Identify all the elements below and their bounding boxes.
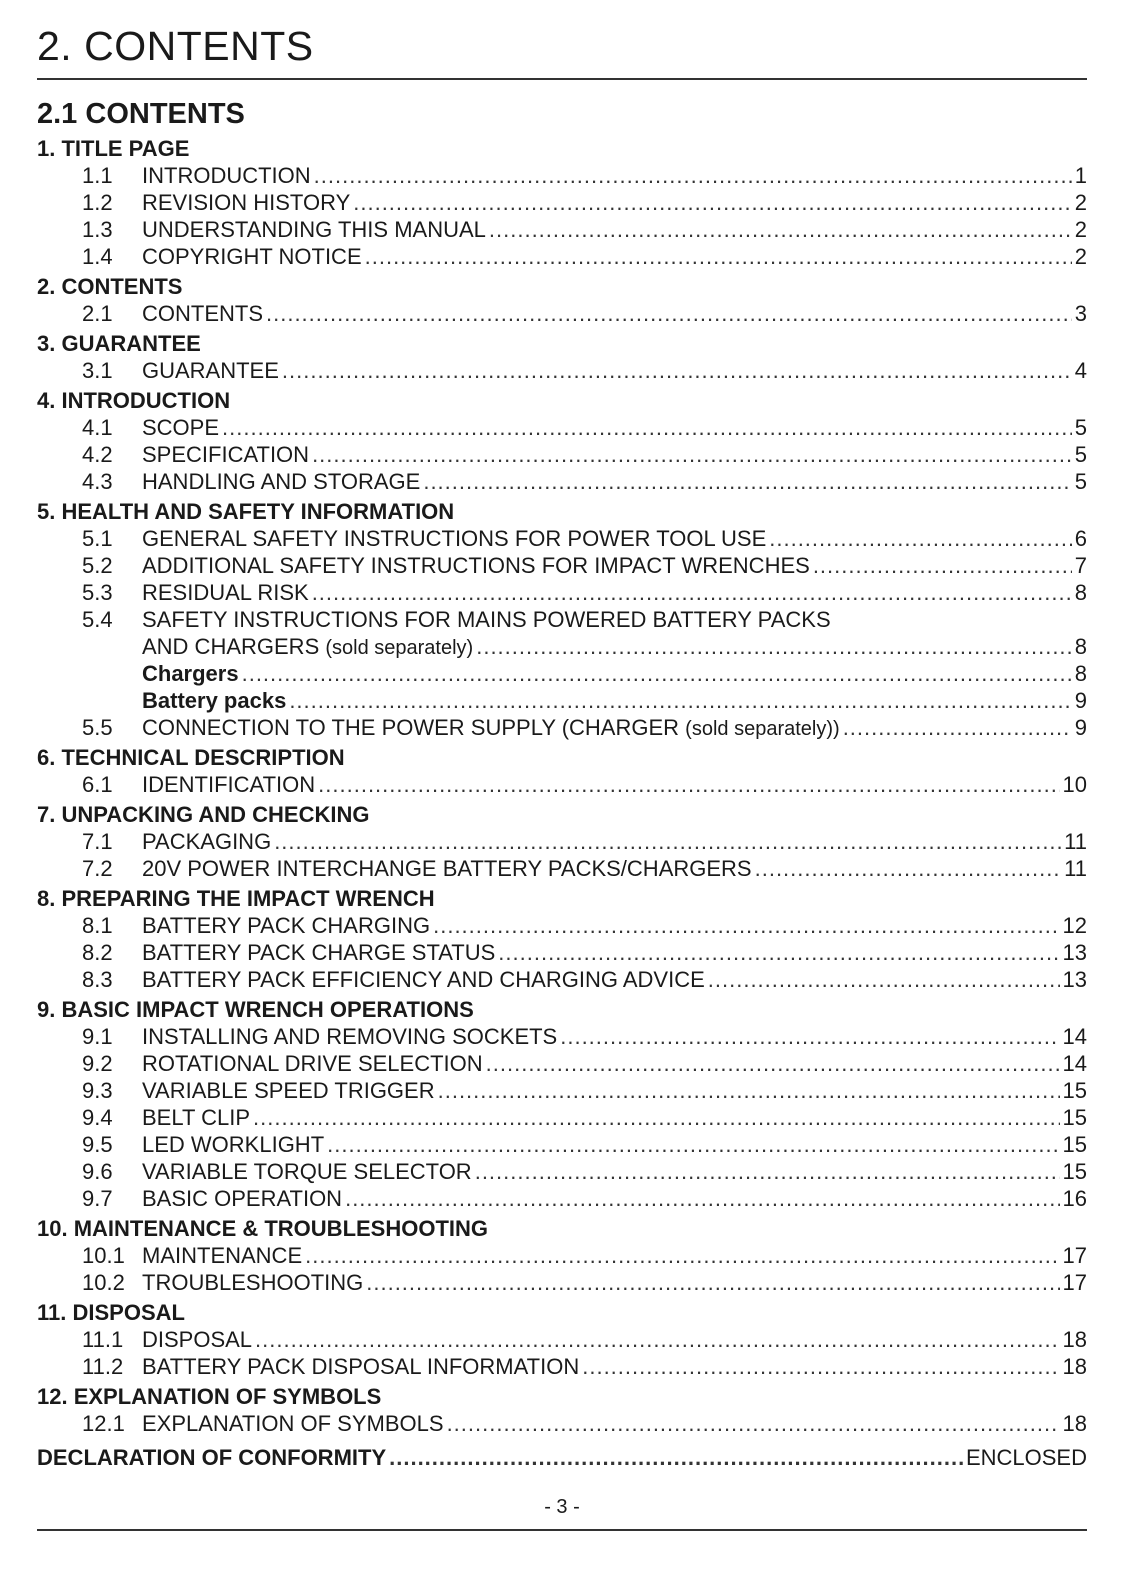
entry-page: 12: [1062, 913, 1087, 938]
entry-number: 4.2: [82, 442, 113, 467]
page-title: 2. CONTENTS: [37, 23, 314, 69]
leader-dots: [345, 1185, 1059, 1212]
entry-label-text: EXPLANATION OF SYMBOLS: [142, 1411, 444, 1436]
toc-entry[interactable]: [37, 606, 1087, 633]
entry-number: 5.1: [82, 526, 113, 551]
leader-dots: [582, 1353, 1059, 1380]
entry-label: [142, 216, 486, 243]
entry-label: [142, 189, 350, 216]
leader-dots: [433, 912, 1059, 939]
entry-label: [142, 162, 311, 189]
toc-entry[interactable]: [37, 525, 1087, 552]
entry-label: [142, 1077, 435, 1104]
toc-entry[interactable]: [37, 300, 1087, 327]
entry-label-text: BATTERY PACK CHARGING: [142, 913, 431, 938]
entry-label-text: BATTERY PACK EFFICIENCY AND CHARGING ADVICE: [142, 967, 705, 992]
section-title[interactable]: 9. BASIC IMPACT WRENCH OPERATIONS: [37, 997, 474, 1022]
entry-page: 18: [1062, 1354, 1087, 1379]
entry-number: 10.1: [82, 1243, 125, 1268]
leader-dots: [813, 552, 1072, 579]
table-of-contents: [37, 97, 1087, 1474]
leader-dots: [438, 1077, 1060, 1104]
entry-label: [142, 1185, 342, 1212]
entry-number: 5.5: [82, 715, 113, 740]
toc-entry[interactable]: [37, 771, 1087, 798]
entry-page: 11: [1064, 856, 1087, 881]
entry-label-text: INTRODUCTION: [142, 163, 311, 188]
entry-label: [142, 633, 473, 662]
entry-label-suffix: (sold separately)): [685, 718, 840, 740]
entry-page: 5: [1074, 442, 1087, 467]
entry-label: [142, 1353, 579, 1380]
toc-subheading: 2.1 CONTENTS: [37, 98, 245, 130]
entry-page: 14: [1062, 1024, 1087, 1049]
toc-entry[interactable]: [37, 414, 1087, 441]
entry-page: 7: [1074, 553, 1087, 578]
entry-number: 3.1: [82, 358, 113, 383]
entry-label-text: BATTERY PACK DISPOSAL INFORMATION: [142, 1354, 580, 1379]
entry-page: 5: [1074, 469, 1087, 494]
entry-page: 13: [1062, 940, 1087, 965]
entry-label: [142, 300, 263, 327]
section-title[interactable]: 2. CONTENTS: [37, 274, 183, 299]
entry-label: [142, 1104, 250, 1131]
entry-number: 9.7: [82, 1186, 113, 1211]
entry-label: [142, 966, 705, 993]
entry-label-text: Battery packs: [142, 688, 287, 713]
section-title[interactable]: 6. TECHNICAL DESCRIPTION: [37, 745, 345, 770]
leader-dots: [274, 828, 1061, 855]
entry-label: [142, 855, 752, 882]
entry-label: [142, 939, 495, 966]
entry-page: 8: [1074, 634, 1087, 659]
leader-dots: [498, 939, 1059, 966]
entry-number: 8.2: [82, 940, 113, 965]
entry-number: 4.1: [82, 415, 113, 440]
entry-number: 1.3: [82, 217, 113, 242]
page-number: - 3 -: [544, 1496, 580, 1518]
entry-label: [142, 1326, 252, 1353]
leader-dots: [282, 357, 1072, 384]
entry-label-text: PACKAGING: [142, 829, 272, 854]
entry-page: 18: [1062, 1327, 1087, 1352]
declaration-label: DECLARATION OF CONFORMITY: [37, 1445, 387, 1470]
section-title[interactable]: 8. PREPARING THE IMPACT WRENCH: [37, 886, 435, 911]
entry-page: 10: [1062, 772, 1087, 797]
entry-label-text: IDENTIFICATION: [142, 772, 316, 797]
footer-divider: [37, 1529, 1087, 1531]
entry-page: 15: [1062, 1078, 1087, 1103]
section-title[interactable]: 11. DISPOSAL: [37, 1300, 185, 1325]
entry-label-text: LED WORKLIGHT: [142, 1132, 325, 1157]
entry-number: 6.1: [82, 772, 113, 797]
entry-label-text: SCOPE: [142, 415, 220, 440]
leader-dots: [486, 1050, 1060, 1077]
leader-dots: [769, 525, 1072, 552]
entry-label-text: REVISION HISTORY: [142, 190, 351, 215]
entry-number: 8.3: [82, 967, 113, 992]
leader-dots: [366, 1269, 1059, 1296]
leader-dots: [312, 579, 1072, 606]
toc-entry[interactable]: [37, 660, 1087, 687]
entry-page: 16: [1062, 1186, 1087, 1211]
entry-number: 11.2: [82, 1354, 124, 1379]
entry-label: [142, 414, 219, 441]
section-title[interactable]: 4. INTRODUCTION: [37, 388, 231, 413]
entry-label: [142, 1242, 302, 1269]
toc-entry[interactable]: [37, 579, 1087, 606]
entry-page: 17: [1062, 1270, 1087, 1295]
entry-number: 5.4: [82, 607, 113, 632]
entry-label: [142, 828, 271, 855]
entry-label: [142, 1269, 363, 1296]
entry-label-text: GUARANTEE: [142, 358, 279, 383]
entry-number: 2.1: [82, 301, 113, 326]
entry-label: [142, 1023, 557, 1050]
section-title[interactable]: 12. EXPLANATION OF SYMBOLS: [37, 1384, 382, 1409]
toc-entry[interactable]: [37, 1023, 1087, 1050]
entry-number: 9.5: [82, 1132, 113, 1157]
leader-dots: [305, 1242, 1059, 1269]
entry-page: 11: [1064, 829, 1087, 854]
leader-dots: [242, 660, 1072, 687]
entry-label: [142, 525, 766, 552]
toc-entry[interactable]: [37, 468, 1087, 495]
entry-label-text: 20V POWER INTERCHANGE BATTERY PACKS/CHARGERS: [142, 856, 752, 881]
entry-label: [142, 1410, 444, 1437]
section-title[interactable]: 7. UNPACKING AND CHECKING: [37, 802, 370, 827]
entry-label-text: TROUBLESHOOTING: [142, 1270, 364, 1295]
entry-label-text: BELT CLIP: [142, 1105, 251, 1130]
entry-page: 5: [1074, 415, 1087, 440]
entry-number: 8.1: [82, 913, 113, 938]
leader-dots: [318, 771, 1059, 798]
entry-label: [142, 552, 810, 579]
toc-entry[interactable]: [37, 1185, 1087, 1212]
entry-label: [142, 441, 309, 468]
leader-dots: [389, 1442, 963, 1474]
entry-label-text: INSTALLING AND REMOVING SOCKETS: [142, 1024, 558, 1049]
declaration-row[interactable]: [37, 1442, 1087, 1474]
entry-page: 9: [1074, 688, 1087, 713]
entry-number: 9.4: [82, 1105, 113, 1130]
entry-page: 8: [1074, 580, 1087, 605]
toc-entry[interactable]: [37, 687, 1087, 714]
leader-dots: [475, 1158, 1060, 1185]
entry-label-text: GENERAL SAFETY INSTRUCTIONS FOR POWER TOOL USE: [142, 526, 767, 551]
entry-label: [142, 687, 286, 714]
leader-dots: [489, 216, 1072, 243]
entry-page: 3: [1074, 301, 1087, 326]
toc-entry[interactable]: [37, 939, 1087, 966]
entry-label: [142, 1050, 483, 1077]
entry-number: 11.1: [82, 1327, 124, 1352]
toc-entry[interactable]: [37, 714, 1087, 741]
leader-dots: [708, 966, 1060, 993]
leader-dots: [266, 300, 1072, 327]
entry-label-text: BASIC OPERATION: [142, 1186, 343, 1211]
section-title[interactable]: 3. GUARANTEE: [37, 331, 201, 356]
toc-entry[interactable]: [37, 1326, 1087, 1353]
toc-entry[interactable]: [37, 1158, 1087, 1185]
toc-entry[interactable]: [37, 633, 1087, 660]
entry-page: 1: [1074, 163, 1087, 188]
entry-number: 12.1: [82, 1411, 125, 1436]
toc-entry[interactable]: [37, 1050, 1087, 1077]
entry-number: 1.4: [82, 244, 113, 269]
entry-label-text: BATTERY PACK CHARGE STATUS: [142, 940, 496, 965]
entry-page: 2: [1074, 244, 1087, 269]
entry-label: [142, 1158, 472, 1185]
leader-dots: [476, 633, 1072, 660]
leader-dots: [255, 1326, 1059, 1353]
entry-label: [142, 771, 315, 798]
toc-entry[interactable]: [37, 216, 1087, 243]
toc-entry[interactable]: [37, 1131, 1087, 1158]
entry-number: 1.1: [82, 163, 113, 188]
entry-label-text: DISPOSAL: [142, 1327, 253, 1352]
entry-page: 6: [1074, 526, 1087, 551]
entry-number: 9.2: [82, 1051, 113, 1076]
leader-dots: [222, 414, 1072, 441]
entry-number: 9.6: [82, 1159, 113, 1184]
leader-dots: [253, 1104, 1060, 1131]
leader-dots: [843, 714, 1072, 741]
entry-label: [142, 714, 840, 743]
entry-label-text: COPYRIGHT NOTICE: [142, 244, 362, 269]
section-title[interactable]: 1. TITLE PAGE: [37, 136, 190, 161]
toc-entry[interactable]: [37, 1410, 1087, 1437]
entry-label: [142, 660, 239, 687]
leader-dots: [314, 162, 1072, 189]
entry-label-text: VARIABLE SPEED TRIGGER: [142, 1078, 435, 1103]
toc-entry[interactable]: [37, 1269, 1087, 1296]
entry-page: 9: [1074, 715, 1087, 740]
entry-number: 9.3: [82, 1078, 113, 1103]
entry-number: 9.1: [82, 1024, 113, 1049]
toc-entry[interactable]: [37, 1242, 1087, 1269]
entry-page: 15: [1062, 1105, 1087, 1130]
toc-sections: [37, 135, 1087, 1437]
entry-number: 10.2: [82, 1270, 125, 1295]
title-divider: [37, 78, 1087, 80]
entry-page: 18: [1062, 1411, 1087, 1436]
leader-dots: [423, 468, 1071, 495]
entry-label-text: AND CHARGERS: [142, 634, 320, 659]
leader-dots: [327, 1131, 1059, 1158]
toc-entry[interactable]: [37, 1104, 1087, 1131]
entry-label-text: ROTATIONAL DRIVE SELECTION: [142, 1051, 483, 1076]
leader-dots: [755, 855, 1062, 882]
toc-entry[interactable]: [37, 1353, 1087, 1380]
toc-entry[interactable]: [37, 912, 1087, 939]
entry-label: [142, 912, 430, 939]
entry-label-text: RESIDUAL RISK: [142, 580, 309, 605]
leader-dots: [353, 189, 1072, 216]
entry-page: 2: [1074, 190, 1087, 215]
entry-label-text: Chargers: [142, 661, 239, 686]
entry-label-text: ADDITIONAL SAFETY INSTRUCTIONS FOR IMPACT WRENCHES: [142, 553, 810, 578]
entry-number: 7.1: [82, 829, 113, 854]
entry-page: 17: [1062, 1243, 1087, 1268]
entry-label: [142, 1131, 324, 1158]
toc-entry[interactable]: [37, 552, 1087, 579]
entry-label: [142, 606, 831, 633]
leader-dots: [447, 1410, 1060, 1437]
toc-entry[interactable]: [37, 966, 1087, 993]
toc-entry[interactable]: [37, 162, 1087, 189]
toc-entry[interactable]: [37, 189, 1087, 216]
leader-dots: [560, 1023, 1059, 1050]
leader-dots: [312, 441, 1072, 468]
entry-label-suffix: (sold separately): [325, 637, 474, 659]
entry-page: 13: [1062, 967, 1087, 992]
entry-label-text: SPECIFICATION: [142, 442, 310, 467]
entry-label: [142, 468, 420, 495]
entry-label-text: CONNECTION TO THE POWER SUPPLY (CHARGER: [142, 715, 680, 740]
declaration-page: ENCLOSED: [965, 1445, 1087, 1470]
entry-page: 15: [1062, 1159, 1087, 1184]
leader-dots: [365, 243, 1072, 270]
entry-page: 4: [1074, 358, 1087, 383]
entry-label: [142, 243, 362, 270]
entry-page: 14: [1062, 1051, 1087, 1076]
entry-label-text: SAFETY INSTRUCTIONS FOR MAINS POWERED BATTERY PACKS: [142, 607, 831, 632]
entry-label-text: UNDERSTANDING THIS MANUAL: [142, 217, 486, 242]
entry-label-text: MAINTENANCE: [142, 1243, 303, 1268]
entry-number: 5.2: [82, 553, 113, 578]
entry-number: 5.3: [82, 580, 113, 605]
toc-entry[interactable]: [37, 828, 1087, 855]
entry-number: 7.2: [82, 856, 113, 881]
entry-page: 15: [1062, 1132, 1087, 1157]
entry-number: 1.2: [82, 190, 113, 215]
leader-dots: [289, 687, 1071, 714]
toc-entry[interactable]: [37, 441, 1087, 468]
toc-entry[interactable]: [37, 1077, 1087, 1104]
entry-page: 8: [1074, 661, 1087, 686]
section-title[interactable]: 5. HEALTH AND SAFETY INFORMATION: [37, 499, 455, 524]
toc-entry[interactable]: [37, 243, 1087, 270]
entry-number: 4.3: [82, 469, 113, 494]
section-title[interactable]: 10. MAINTENANCE & TROUBLESHOOTING: [37, 1216, 489, 1241]
entry-label-text: VARIABLE TORQUE SELECTOR: [142, 1159, 472, 1184]
entry-label-text: CONTENTS: [142, 301, 263, 326]
entry-label-text: HANDLING AND STORAGE: [142, 469, 421, 494]
toc-entry[interactable]: [37, 855, 1087, 882]
entry-label: [142, 357, 279, 384]
entry-page: 2: [1074, 217, 1087, 242]
entry-label: [142, 579, 309, 606]
toc-entry[interactable]: [37, 357, 1087, 384]
